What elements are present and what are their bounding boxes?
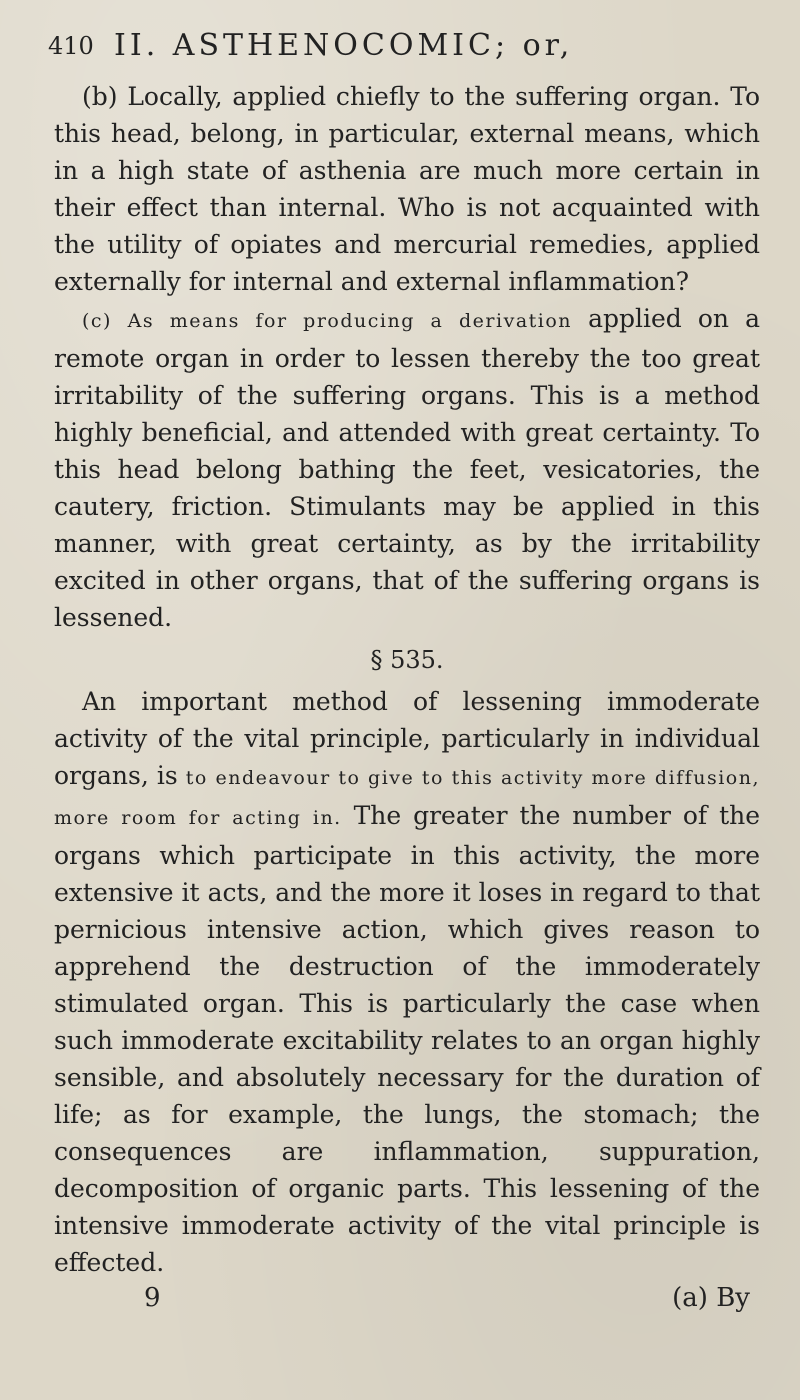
signature-mark: 9: [144, 1283, 161, 1313]
paragraph-derivation: [54, 300, 760, 636]
body-text: [54, 78, 760, 1281]
derivation-lead: (c) As means for producing a derivation: [82, 310, 573, 332]
page-footer: [54, 1283, 760, 1323]
paragraph-locally: (b) Locally, applied chiefly to the suffering organ. To this head, belong, in particular, external means, which in a high state of asthenia are much more certain in their effect than internal. Who is not acquainted with the utility of opiates and mercurial remedies, applied externally for internal and external inflammation?: [54, 82, 760, 296]
section-535-emphasis: to endeavour to give to this activity more diffusion, more room for acting in.: [54, 767, 760, 829]
section-heading: § 535.: [370, 646, 444, 674]
page-number: 410: [48, 32, 94, 60]
running-title: II. ASTHENOCOMIC; or,: [114, 28, 574, 63]
derivation-text: applied on a remote organ in order to lessen thereby the too great irritability of the suffering organs. This is a method highly beneficial, and attended with great certainty. To this head belong bathing the feet, vesicatories, the cautery, friction. Stimulants may be applied in this manner, with great certainty, as by the irritability excited in other organs, that of the suffering organs is lessened.: [54, 304, 760, 632]
section-535-rest: The greater the number of the organs which participate in this activity, the more extensive it acts, and the more it loses in regard to that pernicious intensive action, which gives reason to apprehend the destruction of the immoderately stimulated organ. This is particularly the case when such immoderate excitability relates to an organ highly sensible, and absolutely necessary for the duration of life; as for example, the lungs, the stomach; the consequences are inflammation, suppuration, decomposition of organic parts. This lessening of the intensive immoderate activity of the vital principle is effected.: [54, 801, 761, 1277]
paragraph-section-535: [54, 683, 760, 1281]
section-535-start: An important method of lessening immoderate activity of the vital principle, particularly in individual organs, is: [54, 687, 760, 790]
catchword: (a) By: [672, 1283, 750, 1313]
running-head: [48, 28, 760, 68]
